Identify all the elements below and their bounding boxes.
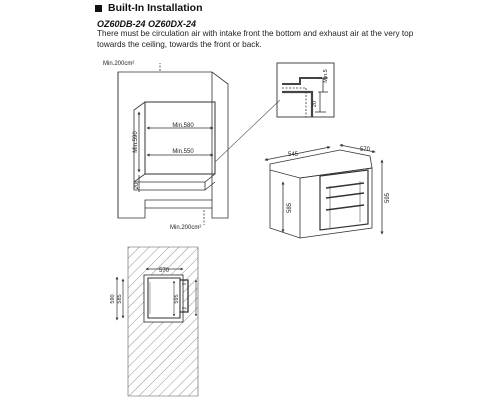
gap-20-label: 20	[134, 182, 140, 190]
plan-570-label: 570	[158, 268, 170, 274]
min-550-label: Min.550	[172, 149, 194, 155]
appliance-figure	[265, 145, 382, 238]
depth-545-label: 545	[288, 152, 299, 158]
height-595-label: 595	[385, 192, 391, 204]
min-top-vent-label: Min.200cm²	[103, 61, 135, 67]
cabinet-niche	[145, 102, 215, 174]
plan-585-label: 585	[117, 294, 123, 304]
plan-590-label: 590	[110, 294, 116, 304]
cabinet-figure	[118, 63, 280, 225]
min-bottom-vent-label: Min.200cm²	[170, 225, 202, 231]
section-title: Built-In Installation	[108, 2, 203, 14]
width-570-label: 570	[360, 147, 371, 153]
plan-595-label: 595	[174, 294, 180, 304]
min-5-label: Min.5	[323, 69, 329, 83]
min-580-label: Min.580	[172, 123, 194, 129]
installation-description: There must be circulation air with intake front the bottom and exhaust air at the very top towards the ceiling, towards the front or back.	[97, 29, 414, 49]
plan-figure	[117, 247, 198, 396]
detail-leader-line	[215, 100, 280, 162]
appliance-top	[270, 150, 372, 178]
height-585-label: 585	[287, 202, 293, 214]
detail-gap-20-label: 20	[312, 100, 318, 108]
appliance-side	[270, 170, 300, 238]
model-numbers: OZ60DB-24 OZ60DX-24	[97, 19, 197, 29]
min-590-label: Min.590	[133, 131, 139, 153]
